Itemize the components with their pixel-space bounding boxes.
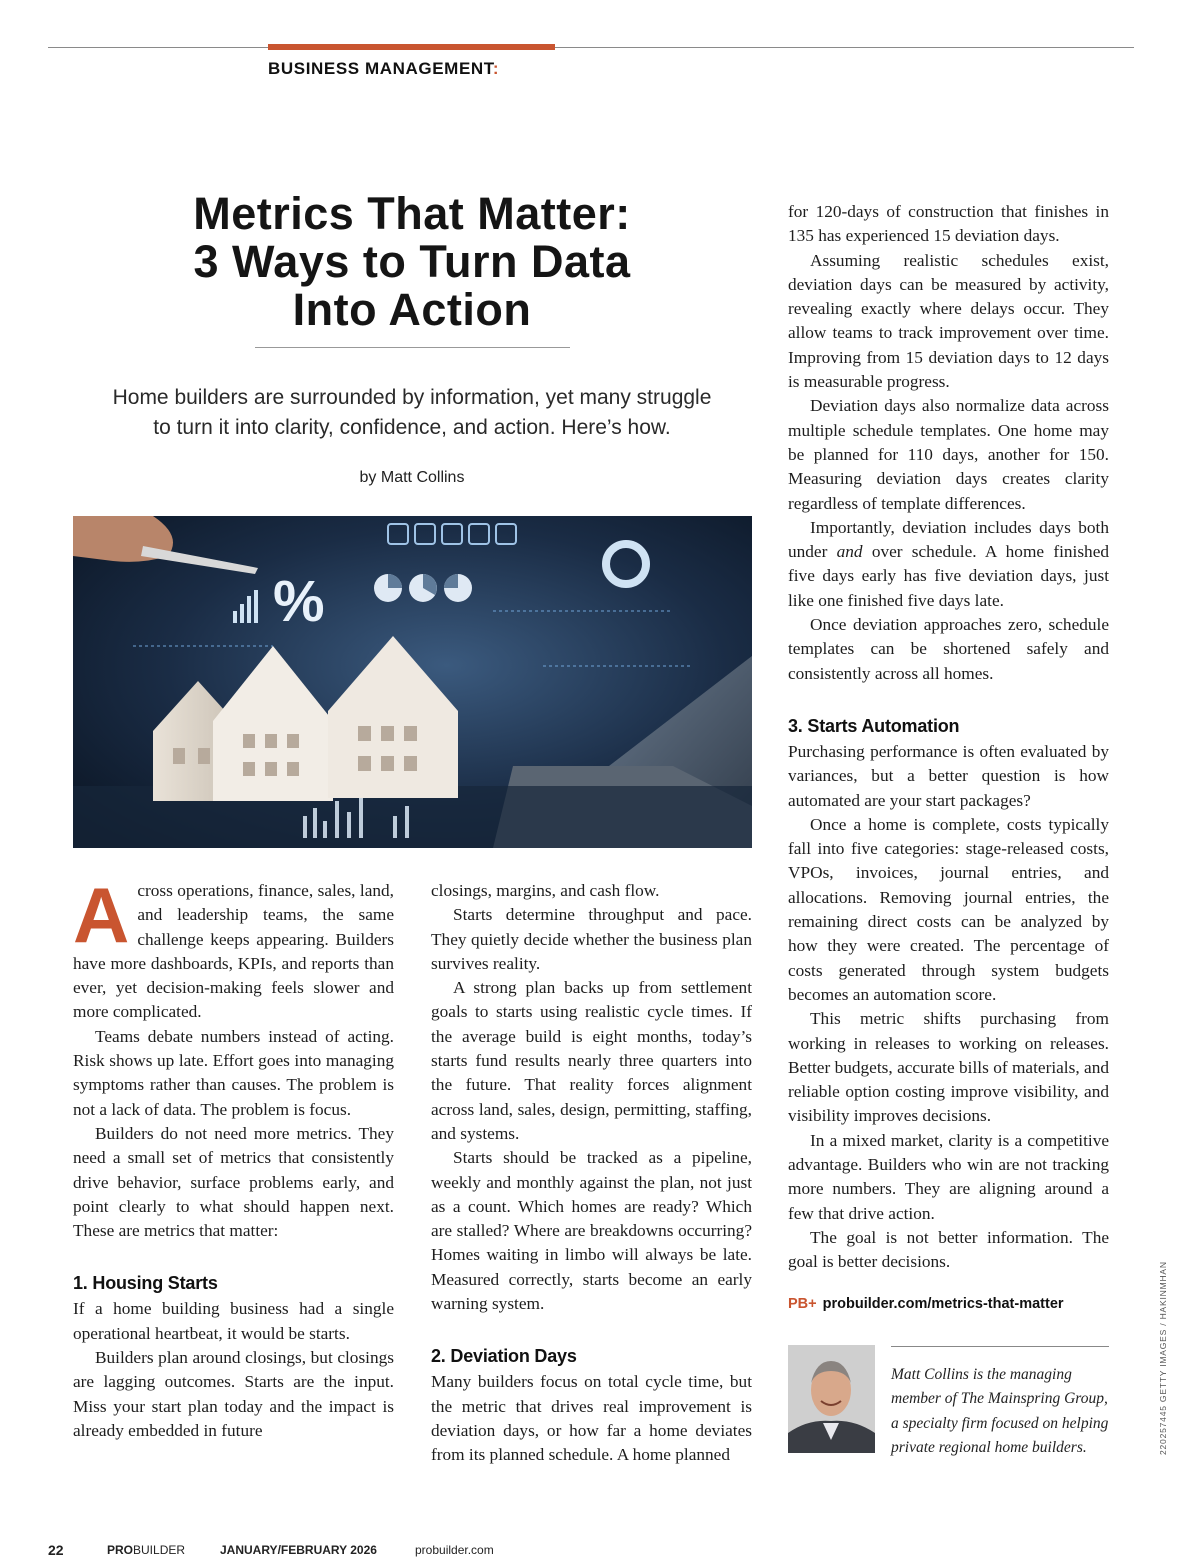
- brand-light: BUILDER: [133, 1543, 186, 1557]
- bio-rule: [891, 1346, 1109, 1347]
- paragraph: Many builders focus on total cycle time, but the metric that drives real improvement is deviation days, or how far a home deviates from its planned schedule. A home planned: [431, 1372, 752, 1465]
- footer-issue: JANUARY/FEBRUARY 2026: [220, 1543, 377, 1557]
- article-deck: [72, 383, 752, 443]
- title-line-3: Into Action: [292, 284, 532, 335]
- paragraph: Builders do not need more metrics. They need a small set of metrics that consistently drive behavior, surface problems early, and point clearly to what should happen next. These are metrics that matter:: [73, 1123, 394, 1241]
- article-column-3: [788, 200, 1109, 1274]
- author-photo: [788, 1345, 875, 1453]
- paragraph: Teams debate numbers instead of acting. Risk shows up late. Effort goes into managing symptoms rather than causes. The problem is not a lack of data. The problem is focus.: [73, 1026, 394, 1119]
- paragraph: A strong plan backs up from settlement goals to starts using realistic cycle times. If the average build is eight months, today’s starts fund results nearly three quarters into the future. That reality forces alignment across land, sales, design, permitting, staffing, and systems.: [431, 978, 752, 1143]
- hero-image: [73, 516, 752, 848]
- section-colon: :: [492, 59, 500, 78]
- author-bio: Matt Collins is the managing member of The Mainspring Group, a specialty firm focused on helping private regional home builders.: [891, 1366, 1109, 1456]
- article-title: [72, 190, 752, 334]
- section-label: BUSINESS MANAGEMENT:: [268, 59, 500, 78]
- article-column-1: [73, 871, 394, 1443]
- text-run: Importantly, deviation includes days both under: [788, 517, 1109, 562]
- paragraph: The goal is not better information. The goal is better decisions.: [788, 1227, 1109, 1272]
- paragraph: Once a home is complete, costs typically fall into five categories: stage-released costs, VPOs, invoices, journal entries, and allocations. Removing journal entries, the remaining direct costs can be analyzed by how they were created. The percentage of costs generated through system budgets becomes an automation score.: [788, 814, 1109, 1004]
- emphasis: and: [836, 542, 863, 562]
- pb-plus-url[interactable]: probuilder.com/metrics-that-matter: [822, 1296, 1064, 1312]
- svg-text:%: %: [273, 569, 325, 634]
- paragraph: Once deviation approaches zero, schedule templates can be shortened safely and consistently across all homes.: [788, 615, 1109, 683]
- paragraph: This metric shifts purchasing from working in releases to working on releases. Better budgets, accurate bills of materials, and reliable option costing improve visibility, and visibility improves decisions.: [788, 1009, 1109, 1126]
- paragraph: for 120-days of construction that finishes in 135 has experienced 15 deviation days.: [788, 202, 1109, 246]
- paragraph: Starts should be tracked as a pipeline, weekly and monthly against the plan, not just as a count. Which homes are ready? Which are stalled? Where are breakdowns occurring? Homes waiting in limbo will always be late. Measured correctly, starts become an early warning system.: [431, 1148, 752, 1314]
- deck-line-1: Home builders are surrounded by information, yet many struggle: [112, 386, 712, 409]
- footer-website[interactable]: probuilder.com: [415, 1543, 494, 1557]
- title-line-2: 3 Ways to Turn Data: [193, 236, 631, 287]
- brand-bold: PRO: [107, 1543, 134, 1557]
- title-rule: [255, 347, 570, 348]
- text-run: over schedule. A home finished five days early has five deviation days, just like one finished five days late.: [788, 542, 1110, 610]
- pb-plus-tag: PB+: [788, 1296, 817, 1312]
- byline: by Matt Collins: [359, 469, 465, 486]
- pb-plus-link[interactable]: [788, 1296, 1064, 1312]
- top-rule: [48, 47, 1134, 48]
- article-column-2: [431, 879, 752, 1468]
- paragraph: [788, 516, 1109, 613]
- paragraph: closings, margins, and cash flow.: [431, 881, 660, 900]
- drop-cap: A: [73, 871, 130, 959]
- paragraph: If a home building business had a single operational heartbeat, it would be starts.: [73, 1299, 394, 1343]
- deck-line-2: to turn it into clarity, confidence, and action. Here’s how.: [153, 416, 671, 439]
- photo-credit: 220257445 GETTY IMAGES / HAKINMHAN: [1158, 1261, 1168, 1455]
- paragraph: Assuming realistic schedules exist, deviation days can be measured by activity, revealing exactly where delays occur. They allow teams to track improvement over time. Improving from 15 deviation days to 12 days is measurable progress.: [788, 250, 1109, 392]
- title-line-1: Metrics That Matter:: [193, 188, 631, 239]
- subhead-starts-automation: 3. Starts Automation: [788, 715, 960, 736]
- paragraph: Builders plan around closings, but closings are lagging outcomes. Starts are the input. Miss your start plan today and the impact is already embedded in future: [73, 1348, 394, 1440]
- paragraph: Deviation days also normalize data across multiple schedule templates. One home may be planned for 110 days, another for 150. Measuring deviation days creates clarity regardless of template differences.: [788, 396, 1109, 513]
- paragraph: Starts determine throughput and pace. They quietly decide whether the business plan survives reality.: [431, 905, 752, 973]
- paragraph: In a mixed market, clarity is a competitive advantage. Builders who win are not tracking more numbers. They are aligning around a few that drive action.: [788, 1130, 1109, 1223]
- subhead-housing-starts: 1. Housing Starts: [73, 1273, 218, 1294]
- page-number: 22: [48, 1542, 64, 1558]
- subhead-deviation-days: 2. Deviation Days: [431, 1346, 577, 1367]
- footer-brand: [107, 1543, 185, 1557]
- section-accent-bar: [268, 44, 555, 50]
- paragraph: cross operations, finance, sales, land, and leadership teams, the same challenge keeps appearing. Builders have more dashboards, KPIs, and reports than ever, yet decision-making feels slower and more complicated.: [73, 881, 394, 1022]
- paragraph: Purchasing performance is often evaluated by variances, but a better question is how automated are your start packages?: [788, 741, 1109, 810]
